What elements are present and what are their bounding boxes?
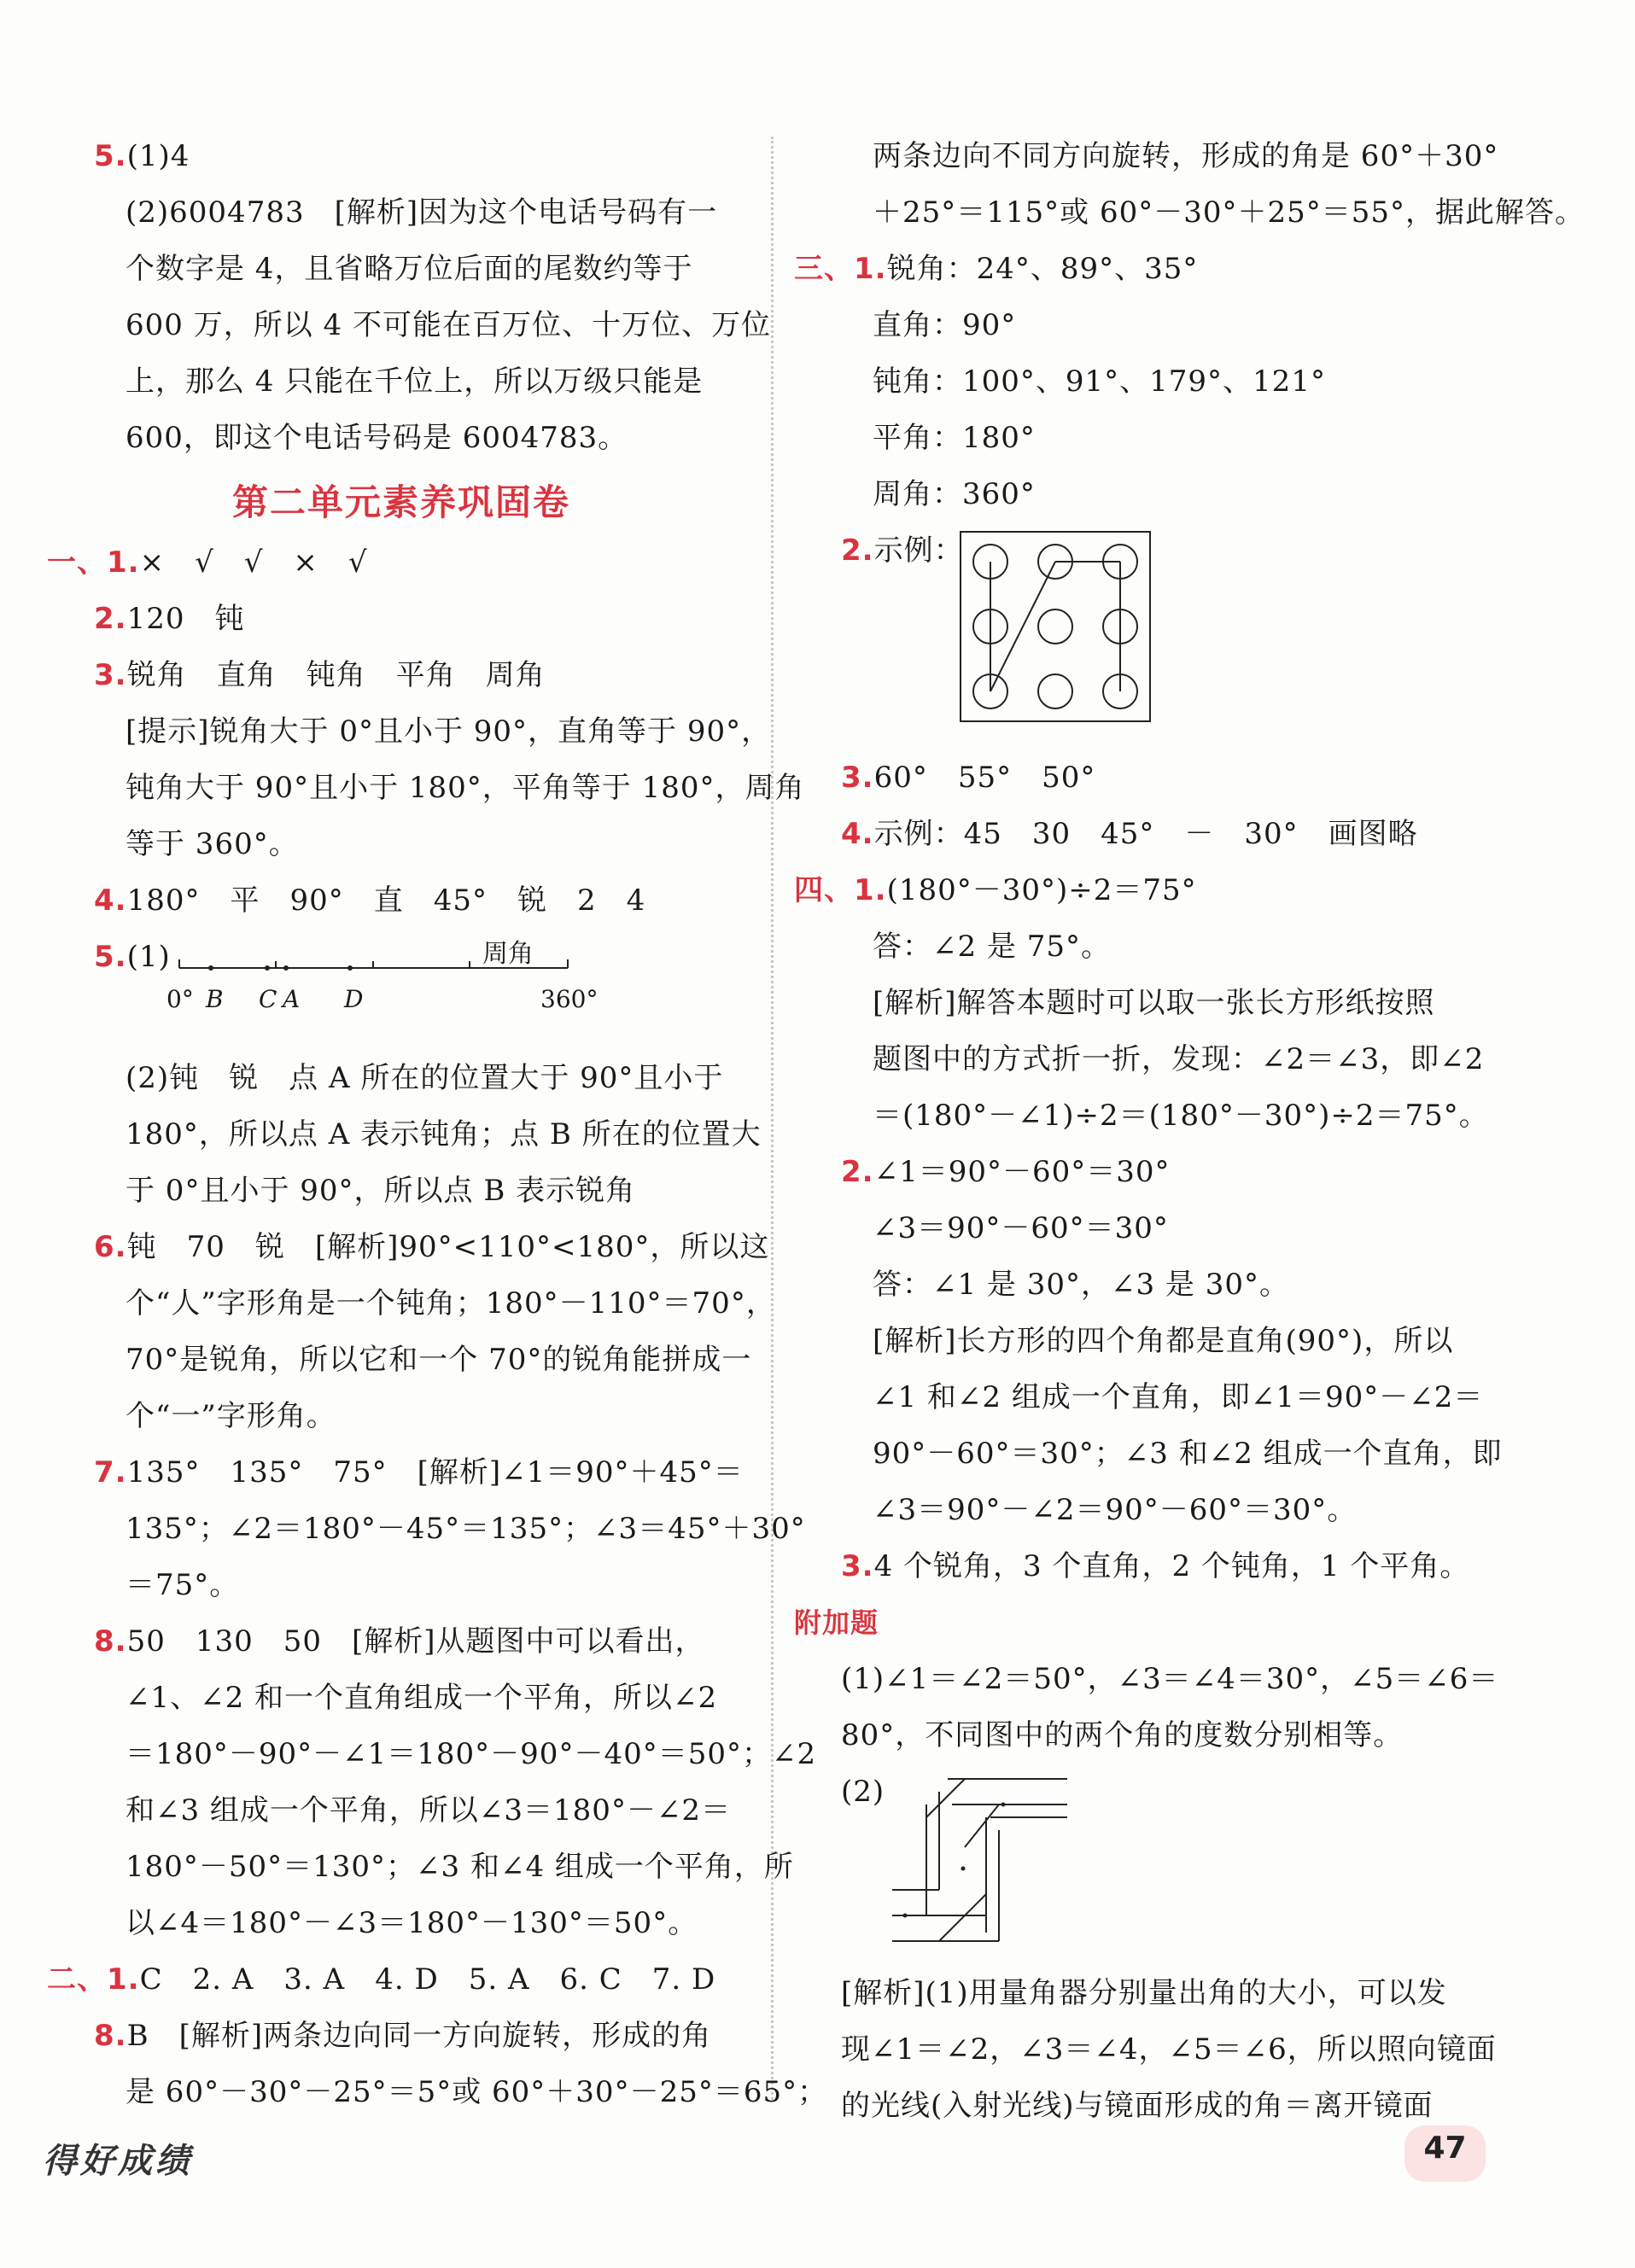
answer-line	[794, 353, 1503, 410]
answer-line	[794, 1313, 1503, 1369]
line-text: 钝角：100°、91°、179°、121°	[873, 364, 1326, 399]
answer-line	[47, 1388, 756, 1444]
line-text: (2)6004783 [解析]因为这个电话号码有一	[126, 195, 718, 230]
answer-line	[47, 1050, 756, 1106]
line-text: 是 60°－30°－25°＝5°或 60°＋30°－25°＝65°；	[126, 2075, 828, 2109]
answer-line	[47, 184, 756, 241]
answer-line	[794, 184, 1585, 241]
answer-line	[794, 975, 1503, 1031]
line-text: 4 个锐角，3 个直角，2 个钝角，1 个平角。	[873, 1549, 1470, 1583]
column-divider	[771, 137, 774, 2100]
item-number: 2.	[94, 602, 127, 636]
dot-grid-lines	[990, 562, 1120, 691]
right-block-4	[794, 1965, 1503, 2134]
number-line-point-d: D	[344, 985, 364, 1013]
answer-line	[47, 1106, 762, 1163]
answer-line	[47, 410, 756, 466]
answer-line	[47, 2008, 756, 2064]
answer-line	[794, 1087, 1503, 1144]
dot-grid-circles	[973, 545, 1137, 708]
line-text: 180° 平 90° 直 45° 锐 2 4	[126, 883, 646, 918]
line-text: 示例：45 30 45° － 30° 画图略	[873, 817, 1418, 851]
number-line-point-b: B	[206, 985, 224, 1013]
line-text: B [解析]两条边向同一方向旋转，形成的角	[126, 2019, 712, 2053]
answer-line	[47, 1782, 756, 1839]
answer-line	[794, 1031, 1503, 1087]
line-text: 答：∠2 是 75°。	[873, 930, 1111, 964]
line-text: 600 万，所以 4 不可能在百万位、十万位、万位	[126, 308, 771, 342]
fujia-title: 附加题	[794, 1606, 879, 1639]
answer-line	[794, 1426, 1503, 1482]
item-number: 5.	[94, 139, 127, 173]
line-text: ＝180°－90°－∠1＝180°－90°－40°＝50°；∠2	[126, 1737, 817, 1771]
number-line-end: 360°	[540, 985, 599, 1013]
section-title: 第二单元素养巩固卷	[231, 481, 570, 523]
mirror-dot-3	[903, 1914, 908, 1918]
item-number: 8.	[94, 2019, 127, 2053]
line-text: 于 0°且小于 90°，所以点 B 表示锐角	[126, 1174, 636, 1208]
answer-line	[47, 1332, 756, 1388]
line-text: ＝75°。	[126, 1568, 240, 1602]
answer-line	[794, 1651, 1503, 1707]
item-number: 二、1.	[47, 1962, 140, 1997]
line-text: [解析]解答本题时可以取一张长方形纸按照	[873, 986, 1435, 1020]
number-line-top-label: 周角	[482, 939, 534, 969]
line-text: 平角：180°	[873, 421, 1036, 455]
line-text: (180°－30°)÷2＝75°	[886, 873, 1197, 907]
left-column	[47, 128, 828, 2120]
point-b	[208, 965, 213, 971]
fujia-title-line	[794, 1595, 1503, 1651]
answer-line	[794, 241, 1503, 297]
line-text: 135° 135° 75° [解析]∠1＝90°＋45°＝	[126, 1455, 744, 1490]
item-number: 四、1.	[794, 873, 887, 907]
line-text: 答：∠1 是 30°，∠3 是 30°。	[873, 1268, 1289, 1302]
answer-line	[794, 1369, 1503, 1426]
mirror-figure	[794, 1820, 1503, 1965]
right-column	[794, 128, 1585, 2134]
line-text: (1)	[126, 940, 171, 974]
mirror-svg	[888, 1770, 1110, 1958]
point-c	[265, 965, 270, 971]
line-text: ∠1＝90°－60°＝30°	[873, 1155, 1171, 1189]
right-block-1	[794, 128, 1585, 579]
line-text: 600，即这个电话号码是 6004783。	[126, 421, 628, 455]
answer-line	[794, 1200, 1503, 1256]
answer-line	[794, 918, 1503, 975]
dot-grid-frame	[961, 532, 1150, 721]
answer-line	[47, 1726, 817, 1782]
line-text: ＋25°＝115°或 60°－30°＋25°＝55°，据此解答。	[873, 195, 1585, 230]
line-text: 钝角大于 90°且小于 180°，平角等于 180°，周角	[126, 771, 805, 805]
number-line-start: 0°	[166, 985, 194, 1013]
line-text: × √ √ × √	[139, 545, 368, 580]
section-title-wrap	[47, 466, 756, 534]
item-number: 2.	[841, 1155, 874, 1189]
item-number: 3.	[94, 658, 127, 692]
answer-line	[794, 806, 1503, 862]
mirror-lines	[892, 1779, 1067, 1941]
line-text: 题图中的方式折一折，发现：∠2＝∠3，即∠2	[873, 1042, 1485, 1076]
line-text: (1)∠1＝∠2＝50°，∠3＝∠4＝30°，∠5＝∠6＝	[841, 1662, 1499, 1696]
line-text: 上，那么 4 只能在千位上，所以万级只能是	[126, 364, 704, 399]
line-text: ＝(180°－∠1)÷2＝(180°－30°)÷2＝75°。	[873, 1099, 1489, 1133]
line-text: 现∠1＝∠2，∠3＝∠4，∠5＝∠6，所以照向镜面	[841, 2032, 1497, 2067]
answer-line	[794, 1538, 1503, 1595]
answer-line	[47, 1501, 806, 1557]
answer-line	[794, 2078, 1503, 2134]
item-number: 3.	[841, 1549, 874, 1583]
answer-line	[794, 862, 1503, 918]
answer-line	[794, 410, 1503, 466]
line-text: ∠3＝90°－60°＝30°	[873, 1211, 1169, 1245]
answer-line	[47, 1839, 794, 1895]
answer-line	[47, 128, 756, 184]
footer-brand: 得好成绩	[43, 2141, 193, 2181]
answer-line	[47, 872, 756, 929]
answer-line	[794, 1482, 1503, 1538]
item-number: 5.	[94, 940, 127, 974]
answer-line	[47, 591, 756, 647]
dot-grid-svg	[956, 528, 1161, 732]
line-text: 80°，不同图中的两个角的度数分别相等。	[841, 1718, 1404, 1752]
line-text: ∠1、∠2 和一个直角组成一个平角，所以∠2	[126, 1681, 718, 1715]
line-text: (2)	[841, 1775, 885, 1809]
number-line-point-a: A	[283, 985, 301, 1013]
line-text: 锐角：24°、89°、35°	[886, 252, 1199, 286]
line-text: 直角：90°	[873, 308, 1017, 342]
answer-line	[794, 2021, 1503, 2078]
answer-line	[47, 1557, 756, 1613]
answer-line	[794, 1965, 1503, 2021]
line-text: 180°，所以点 A 表示钝角；点 B 所在的位置大	[126, 1117, 762, 1151]
answer-line	[47, 1951, 756, 2008]
line-text: 的光线(入射光线)与镜面形成的角＝离开镜面	[841, 2089, 1434, 2123]
line-text: 90°－60°＝30°；∠3 和∠2 组成一个直角，即	[873, 1437, 1503, 1471]
line-text: 以∠4＝180°－∠3＝180°－130°＝50°。	[126, 1906, 698, 1940]
answer-line	[47, 353, 756, 410]
line-text: ∠3＝90°－∠2＝90°－60°＝30°。	[873, 1493, 1358, 1527]
answer-line	[47, 647, 756, 703]
item-number: 一、1.	[47, 545, 140, 580]
line-text: 个“人”字形角是一个钝角；180°－110°＝70°，	[126, 1286, 776, 1321]
answer-line	[794, 749, 1503, 806]
line-text: 个“一”字形角。	[126, 1399, 336, 1433]
answer-line	[47, 297, 771, 353]
line-text: 50 130 50 [解析]从题图中可以看出，	[126, 1624, 705, 1659]
answer-line	[794, 1256, 1503, 1313]
line-text: C 2. A 3. A 4. D 5. A 6. C 7. D	[139, 1962, 716, 1997]
answer-line	[47, 1444, 756, 1501]
item-number: 8.	[94, 1624, 127, 1659]
answer-line	[794, 466, 1503, 522]
number-line-point-c: C	[259, 985, 277, 1013]
item-number: 6.	[94, 1230, 127, 1264]
answer-line	[794, 1707, 1503, 1764]
dot-grid-figure	[794, 579, 1503, 749]
item-number: 4.	[841, 817, 874, 851]
line-text: [提示]锐角大于 0°且小于 90°，直角等于 90°，	[126, 714, 772, 749]
point-a	[283, 965, 289, 971]
item-number: 2.	[841, 533, 874, 568]
answer-line	[47, 2064, 828, 2120]
mirror-dot-1	[1001, 1803, 1006, 1807]
line-text: [解析](1)用量角器分别量出角的大小，可以发	[841, 1976, 1447, 2010]
answer-line	[794, 1144, 1503, 1200]
line-text: (1)4	[126, 139, 190, 173]
answer-line	[47, 1163, 756, 1219]
answer-line	[47, 1219, 770, 1275]
right-block-2	[794, 749, 1503, 1595]
mirror-dot-2	[961, 1867, 966, 1871]
line-text: 180°－50°＝130°；∠3 和∠4 组成一个平角，所	[126, 1850, 794, 1884]
left-block-2	[47, 534, 805, 985]
answer-line	[794, 297, 1503, 353]
answer-line	[794, 128, 1503, 184]
line-text: (2)钝 锐 点 A 所在的位置大于 90°且小于	[126, 1061, 724, 1095]
line-text: 70°是锐角，所以它和一个 70°的锐角能拼成一	[126, 1343, 752, 1377]
point-d	[347, 965, 353, 971]
line-text: 135°；∠2＝180°－45°＝135°；∠3＝45°＋30°	[126, 1512, 806, 1546]
item-number: 3.	[841, 761, 874, 795]
answer-line	[47, 534, 756, 591]
number-line-figure	[47, 939, 756, 1050]
answer-line	[47, 241, 756, 297]
answer-line	[47, 703, 772, 760]
line-text: 周角：360°	[873, 477, 1036, 511]
answer-line	[47, 1613, 756, 1670]
item-number: 4.	[94, 883, 127, 918]
line-text: 个数字是 4，且省略万位后面的尾数约等于	[126, 252, 693, 286]
page-number: 47	[1423, 2131, 1467, 2166]
line-text: 60° 55° 50°	[873, 761, 1096, 795]
line-text: [解析]长方形的四个角都是直角(90°)，所以	[873, 1324, 1454, 1358]
line-text: 120 钝	[126, 602, 245, 636]
line-text: ∠1 和∠2 组成一个直角，即∠1＝90°－∠2＝	[873, 1380, 1484, 1414]
line-text: 示例：	[873, 533, 964, 568]
line-text: 两条边向不同方向旋转，形成的角是 60°＋30°	[873, 139, 1499, 173]
answer-line	[47, 1670, 756, 1726]
answer-line	[47, 1275, 776, 1332]
item-number: 三、1.	[794, 252, 887, 286]
line-text: 锐角 直角 钝角 平角 周角	[126, 658, 546, 692]
answer-line	[47, 760, 805, 816]
answer-line	[47, 1895, 756, 1951]
line-text: 钝 70 锐 [解析]90°<110°<180°，所以这	[126, 1230, 770, 1264]
item-number: 7.	[94, 1455, 127, 1490]
line-text: 等于 360°。	[126, 827, 299, 861]
answer-line	[47, 816, 756, 872]
left-block-1	[47, 128, 771, 466]
left-block-3	[47, 1050, 828, 2120]
line-text: 和∠3 组成一个平角，所以∠3＝180°－∠2＝	[126, 1793, 732, 1828]
